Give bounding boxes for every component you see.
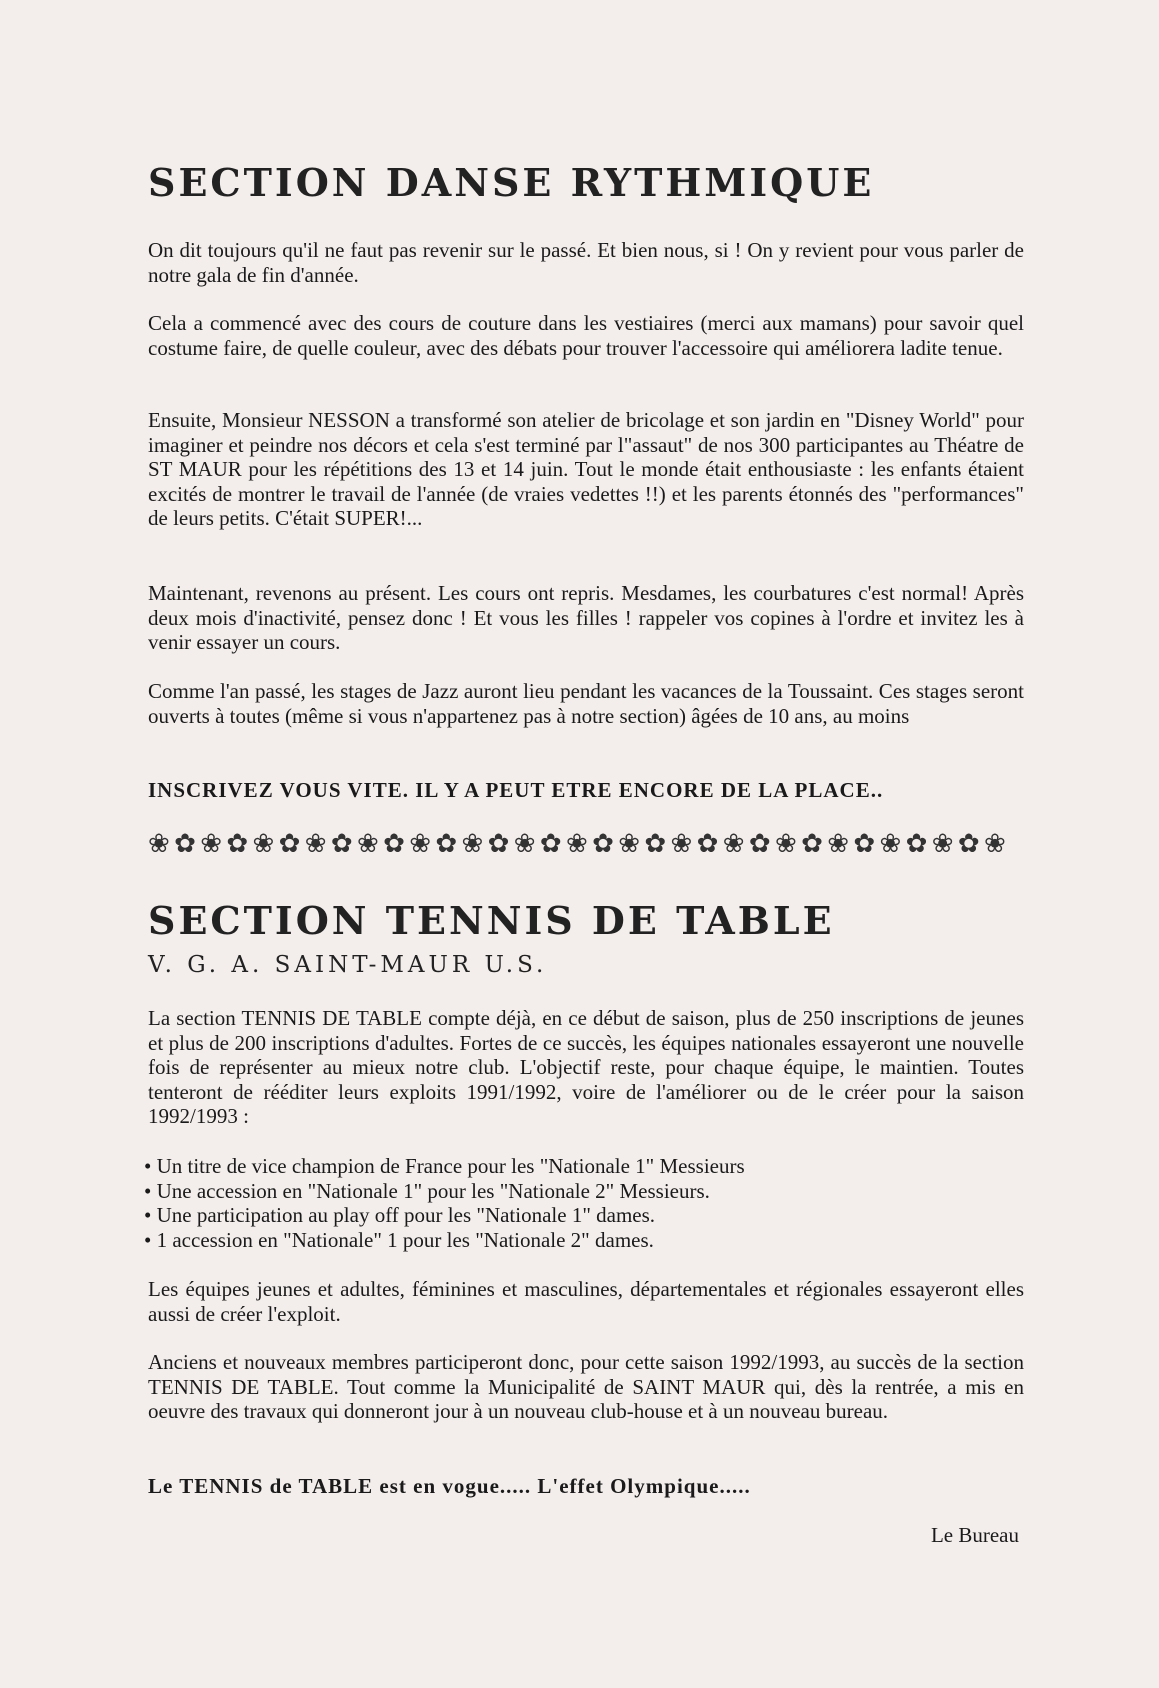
grape-flower-icon: ❀ [148,829,170,858]
list-item: • Une participation au play off pour les "Nationale 1" dames. [144,1203,656,1227]
grape-flower-icon: ❀ [409,829,432,858]
grape-flower-icon: ✿ [644,829,667,858]
paragraph: Les équipes jeunes et adultes, féminines et masculines, départementales et régionales essayeront elles aussi de créer l'exploit. [148,1277,1024,1326]
grape-flower-icon: ❀ [722,829,745,858]
paragraph: Cela a commencé avec des cours de couture dans les vestiaires (merci aux mamans) pour savoir quel costume faire, de quelle couleur, avec des débats pour trouver l'accessoire qui améliorera ladite tenue. [148,311,1024,360]
grape-flower-icon: ❀ [879,829,902,858]
grape-flower-icon: ✿ [487,829,510,858]
club-subtitle: V. G. A. SAINT-MAUR U.S. [148,952,548,978]
grape-flower-icon: ❀ [827,829,850,858]
paragraph: On dit toujours qu'il ne faut pas revenir sur le passé. Et bien nous, si ! On y revient pour vous parler de notre gala de fin d'année. [148,238,1024,287]
paragraph: Ensuite, Monsieur NESSON a transformé son atelier de bricolage et son jardin en "Disney World" pour imaginer et peindre nos décors et cela s'est terminé par l"assaut" de nos 300 participantes au Théatre de ST MAUR pour les répétitions des 13 et 14 juin. Tout le monde était enthousiaste : les enfants étaient excités de montrer le travail de l'année (de vraies vedettes !!) et les parents étonnés des "performances" de leurs petits. C'était SUPER!... [148,408,1024,530]
list-item: • 1 accession en "Nationale" 1 pour les "Nationale 2" dames. [144,1227,654,1252]
grape-flower-icon: ✿ [383,829,405,858]
grape-flower-icon: ❀ [931,829,954,858]
grape-flower-icon: ❀ [304,829,327,858]
grape-flower-icon: ✿ [905,829,928,858]
ornament-divider [148,826,1006,862]
grape-flower-icon: ❀ [984,829,1006,858]
callout-text: INSCRIVEZ VOUS VITE. IL Y A PEUT ETRE ENCORE DE LA PLACE.. [148,778,884,802]
grape-flower-icon: ❀ [461,829,484,858]
grape-flower-icon: ✿ [592,829,614,858]
paragraph: Anciens et nouveaux membres participeront donc, pour cette saison 1992/1993, au succès de la section TENNIS DE TABLE. Tout comme la Municipalité de SAINT MAUR qui, dès la rentrée, a mis en oeuvre des travaux qui donneront jour à un nouveau club-house et à un nouveau bureau. [148,1350,1024,1423]
section-title-danse: SECTION DANSE RYTHMIQUE [148,160,875,205]
grape-flower-icon: ❀ [513,829,536,858]
grape-flower-icon: ✿ [853,829,876,858]
grape-flower-icon: ✿ [957,829,980,858]
paragraph: La section TENNIS DE TABLE compte déjà, en ce début de saison, plus de 250 inscriptions de jeunes et plus de 200 inscriptions d'adultes. Fortes de ce succès, les équipes nationales essayeront une nouvelle fois de représenter au mieux notre club. L'objectif reste, pour chaque équipe, le maintien. Toutes tenteront de rééditer leurs exploits 1991/1992, voire de l'améliorer ou de le créer pour la saison 1992/1993 : [148,1006,1024,1128]
grape-flower-icon: ✿ [226,829,249,858]
list-item: • Une accession en "Nationale 1" pour les "Nationale 2" Messieurs. [144,1178,710,1203]
grape-flower-icon: ❀ [252,829,275,858]
grape-flower-icon: ❀ [357,829,379,858]
section-title-tennis: SECTION TENNIS DE TABLE [148,898,835,943]
grape-flower-icon: ✿ [801,829,823,858]
achievements-list [144,1154,1004,1252]
grape-flower-icon: ❀ [775,829,797,858]
closing-line: Le TENNIS de TABLE est en vogue..... L'effet Olympique..... [148,1474,751,1498]
grape-flower-icon: ✿ [278,829,301,858]
grape-flower-icon: ✿ [174,829,196,858]
grape-flower-icon: ✿ [539,829,562,858]
grape-flower-icon: ❀ [200,829,223,858]
grape-flower-icon: ✿ [435,829,458,858]
grape-flower-icon: ✿ [330,829,353,858]
grape-flower-icon: ✿ [748,829,771,858]
list-item: • Un titre de vice champion de France pour les "Nationale 1" Messieurs [144,1154,745,1178]
grape-flower-icon: ❀ [566,829,588,858]
grape-flower-icon: ❀ [670,829,693,858]
grape-flower-icon: ✿ [696,829,719,858]
grape-flower-icon: ❀ [618,829,641,858]
paragraph: Comme l'an passé, les stages de Jazz auront lieu pendant les vacances de la Toussaint. Ces stages seront ouverts à toutes (même si vous n'appartenez pas à notre section) âgées de 10 ans, au moins [148,679,1024,728]
signature: Le Bureau [930,1523,1019,1547]
paragraph: Maintenant, revenons au présent. Les cours ont repris. Mesdames, les courbatures c'est normal! Après deux mois d'inactivité, pensez donc ! Et vous les filles ! rappeler vos copines à l'ordre et invitez les à venir essayer un cours. [148,581,1024,654]
